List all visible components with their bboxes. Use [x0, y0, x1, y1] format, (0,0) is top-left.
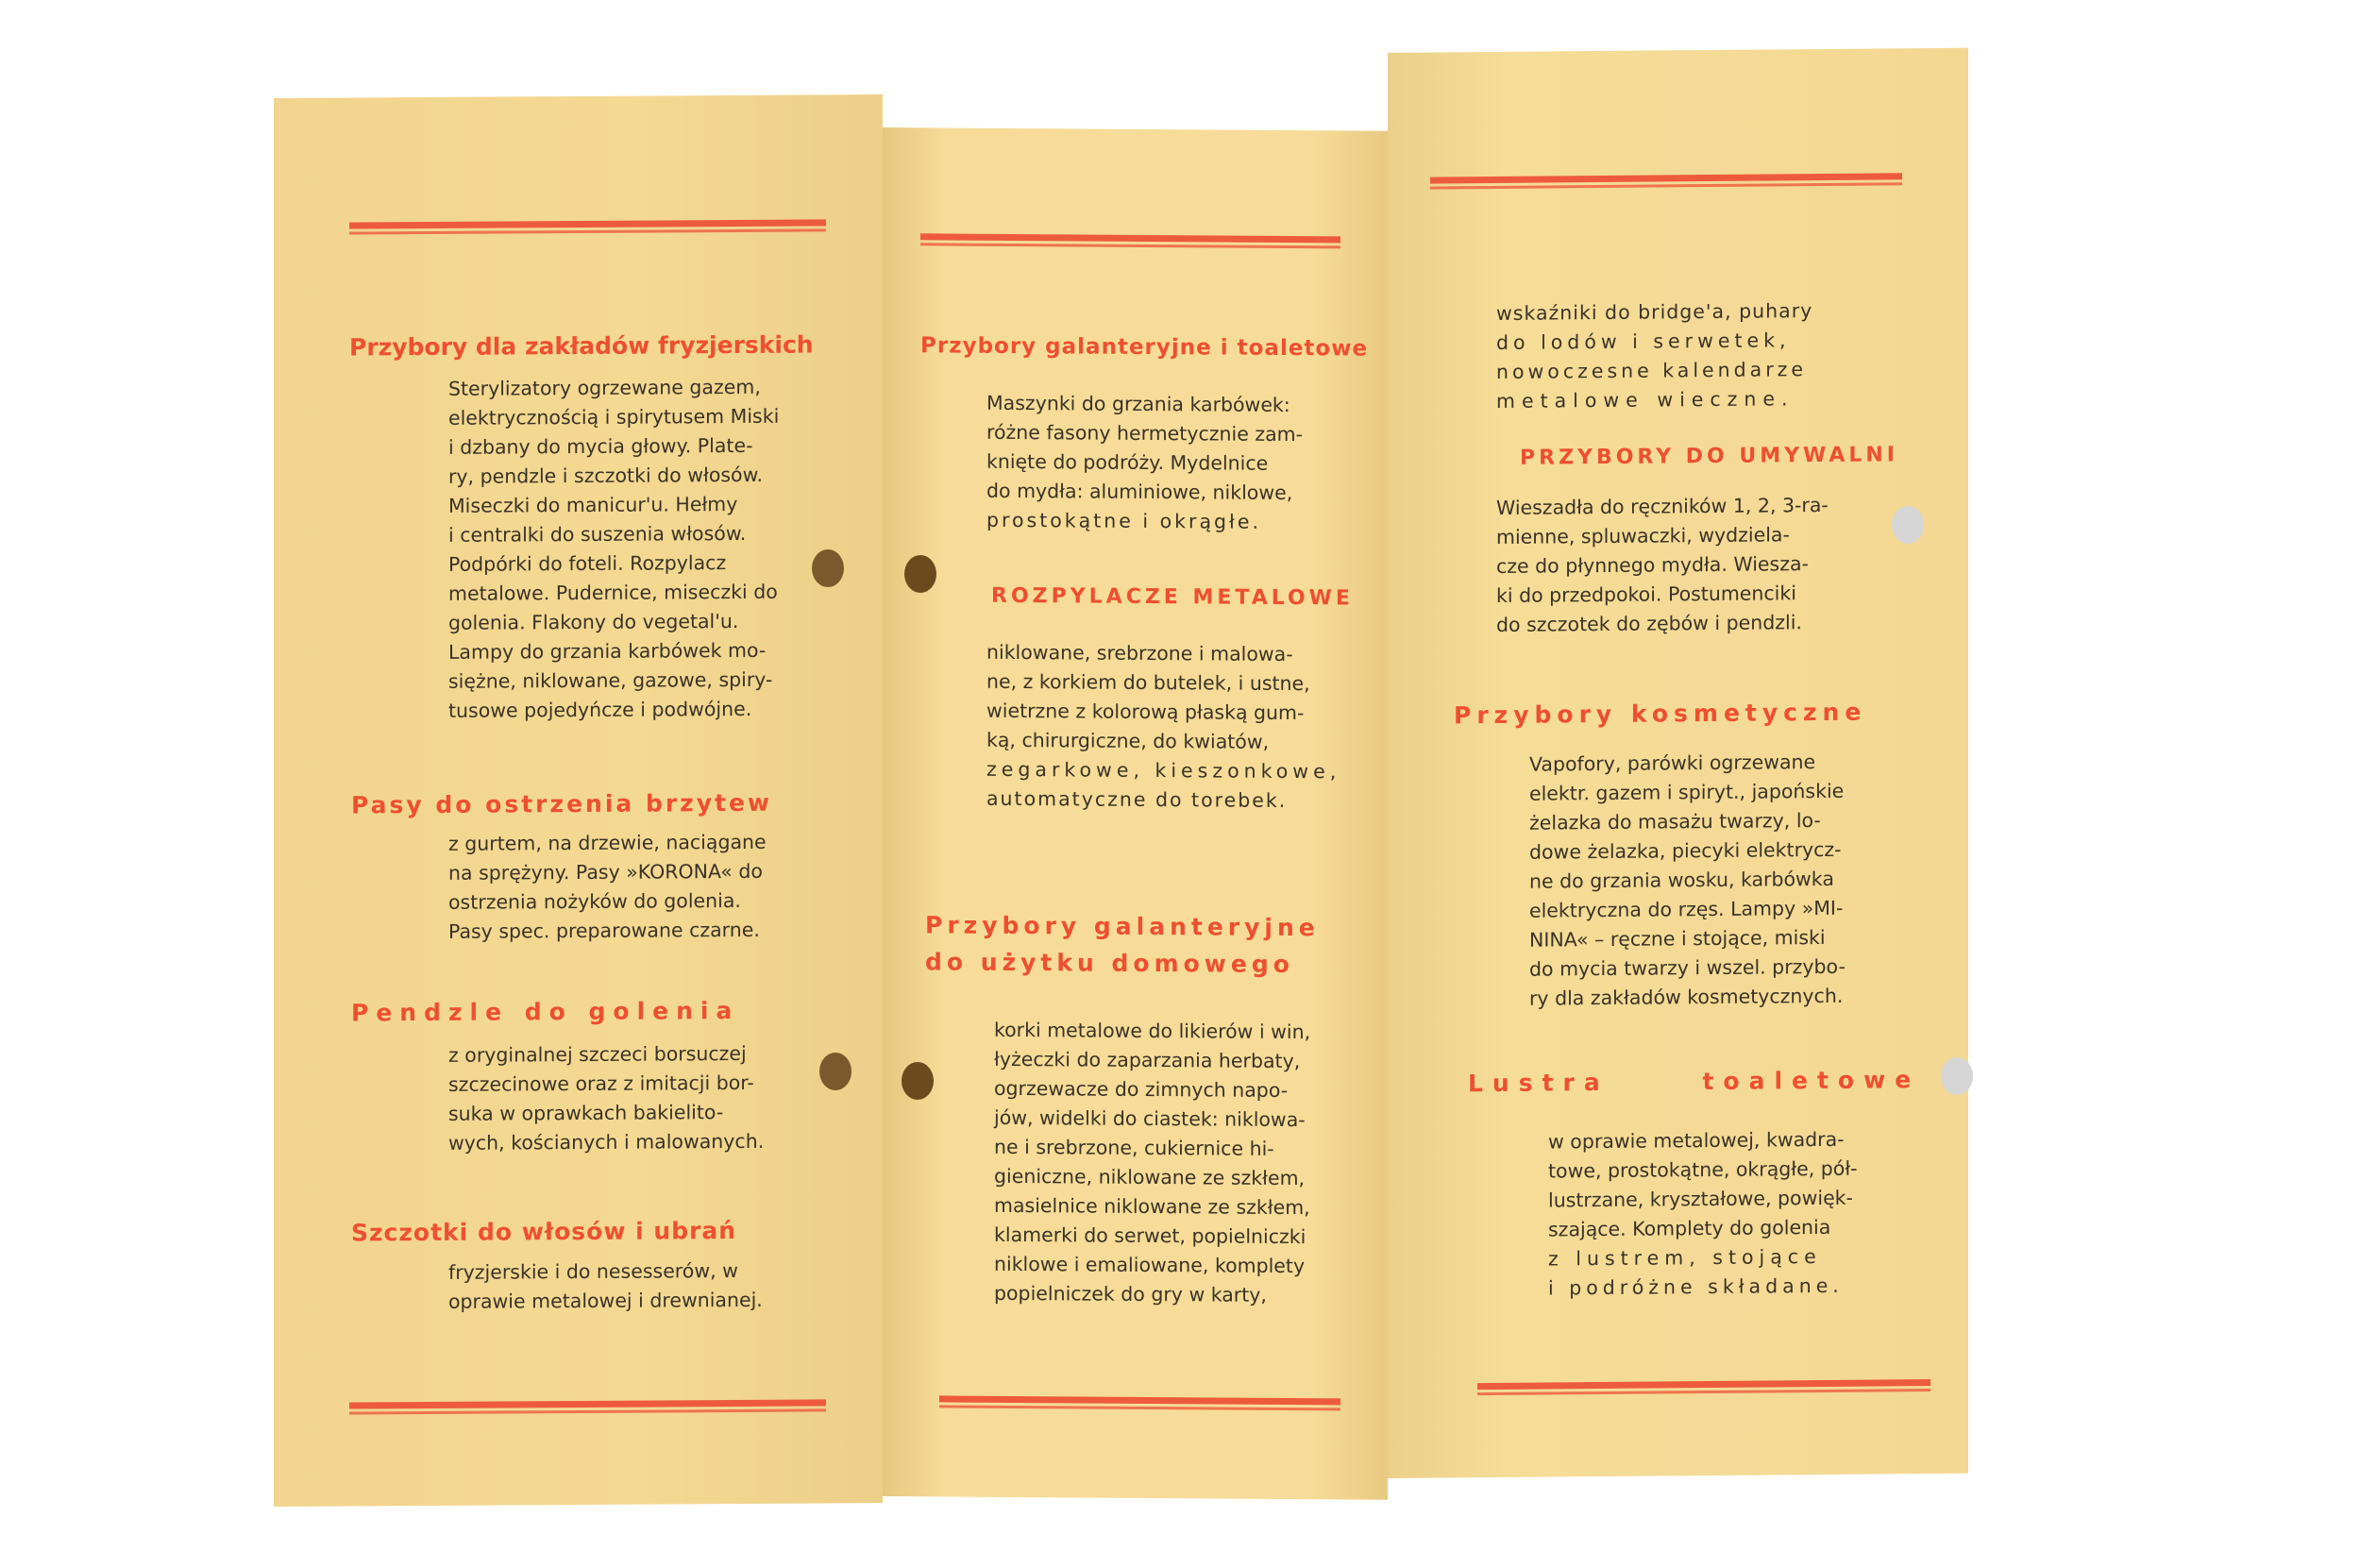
- text-mirrors: w oprawie metalowej, kwadra- towe, prostokątne, okrągłe, pół- lustrzane, kryształowe, powięk- szające. Komplety do golenia z lustrem, stojące i podróżne składane.: [1548, 1127, 1858, 1300]
- heading-household: Przybory galanteryjne do użytku domowego: [925, 911, 1320, 979]
- heading-razor-strops: Pasy do ostrzenia brzytew: [351, 788, 773, 819]
- bottom-rule: [349, 1399, 826, 1415]
- right-page: [1388, 48, 1968, 1478]
- text-shaving-brushes: z oryginalnej szczeci borsuczej szczecinowe oraz z imitacji bor- suka w oprawkach bakielito- wych, kościanych i malowanych.: [448, 1041, 765, 1155]
- text-brushes: fryzjerskie i do nesesserów, w oprawie metalowej i drewnianej.: [448, 1258, 763, 1313]
- text-washstand: Wieszadła do ręczników 1, 2, 3-ra- mienne, spluwaczki, wydziela- cze do płynnego mydła. Wiesza- ki do przedpokoi. Postumenciki do szczotek do zębów i pendzli.: [1496, 493, 1829, 636]
- heading-cosmetics: Przybory kosmetyczne: [1454, 698, 1867, 730]
- heading-brushes: Szczotki do włosów i ubrań: [351, 1217, 737, 1247]
- text-haberdashery: Maszynki do grzania karbówek: różne fasony hermetycznie zam- knięte do podróży. Mydelnice do mydła: aluminiowe, niklowe, prostokątne i okrągłe.: [986, 391, 1304, 533]
- punch-hole: [819, 1053, 851, 1090]
- top-rule: [1430, 173, 1902, 190]
- heading-shaving-brushes: Pendzle do golenia: [351, 996, 740, 1027]
- middle-page: [883, 127, 1388, 1500]
- text-razor-strops: z gurtem, na drzewie, naciągane na sprężyny. Pasy »KORONA« do ostrzenia nożyków do golenia. Pasy spec. preparowane czarne.: [448, 830, 767, 943]
- heading-hairdresser-tools: Przybory dla zakładów fryzjerskich: [349, 330, 814, 362]
- text-bridge-continuation: wskaźniki do bridge'a, puhary do lodów i serwetek, nowoczesne kalendarze metalowe wieczne.: [1496, 299, 1813, 413]
- text-sprayers: niklowane, srebrzone i malowa- ne, z korkiem do butelek, i ustne, wietrzne z kolorową płaską gum- ką, chirurgiczne, do kwiatów, zegarkowe, kieszonkowe, automatyczne do torebek.: [986, 640, 1341, 812]
- punch-hole: [1941, 1057, 1973, 1095]
- bottom-rule: [939, 1395, 1340, 1411]
- punch-hole: [902, 1062, 934, 1100]
- punch-hole: [1892, 506, 1924, 544]
- top-rule: [920, 233, 1340, 249]
- punch-hole: [904, 555, 936, 593]
- heading-washstand: PRZYBORY DO UMYWALNI: [1520, 443, 1898, 470]
- text-household: korki metalowe do likierów i win, łyżeczki do zaparzania herbaty, ogrzewacze do zimnych napo- jów, widelki do ciastek: niklowa- ne i srebrzone, cukiernice hi- gieniczne, niklowane ze szkłem, masielnice niklowane ze szkłem, klamerki do serwet, popielniczki niklowe i emaliowane, komplety popielniczek do gry w karty,: [994, 1018, 1311, 1307]
- punch-hole: [812, 549, 844, 587]
- heading-mirrors: Lustra toaletowe: [1468, 1066, 1921, 1098]
- top-rule: [349, 219, 826, 235]
- left-page: [274, 94, 883, 1507]
- heading-sprayers: ROZPYLACZE METALOWE: [991, 583, 1354, 611]
- bottom-rule: [1477, 1379, 1930, 1396]
- text-hairdresser-tools: Sterylizatory ogrzewane gazem, elektrycznością i spirytusem Miski i dzbany do mycia głowy. Plate- ry, pendzle i szczotki do włosów. Miseczki do manicur'u. Hełmy i centralki do suszenia włosów. Podpórki do foteli. Rozpylacz metalowe. Pudernice, miseczki do golenia. Flakony do vegetal'u. Lampy do grzania karbówek mo- siężne, niklowane, gazowe, spiry- tusowe pojedyńcze i podwójne.: [448, 375, 780, 722]
- text-cosmetics: Vapofory, parówki ogrzewane elektr. gazem i spiryt., japońskie żelazka do masażu twarzy, lo- dowe żelazka, piecyki elektrycz- ne do grzania wosku, karbówka elektryczna do rzęs. Lampy »MI- NINA« – ręczne i stojące, miski do mycia twarzy i wszel. przybo- ry dla zakładów kosmetycznych.: [1529, 750, 1846, 1010]
- heading-haberdashery: Przybory galanteryjne i toaletowe: [920, 333, 1369, 362]
